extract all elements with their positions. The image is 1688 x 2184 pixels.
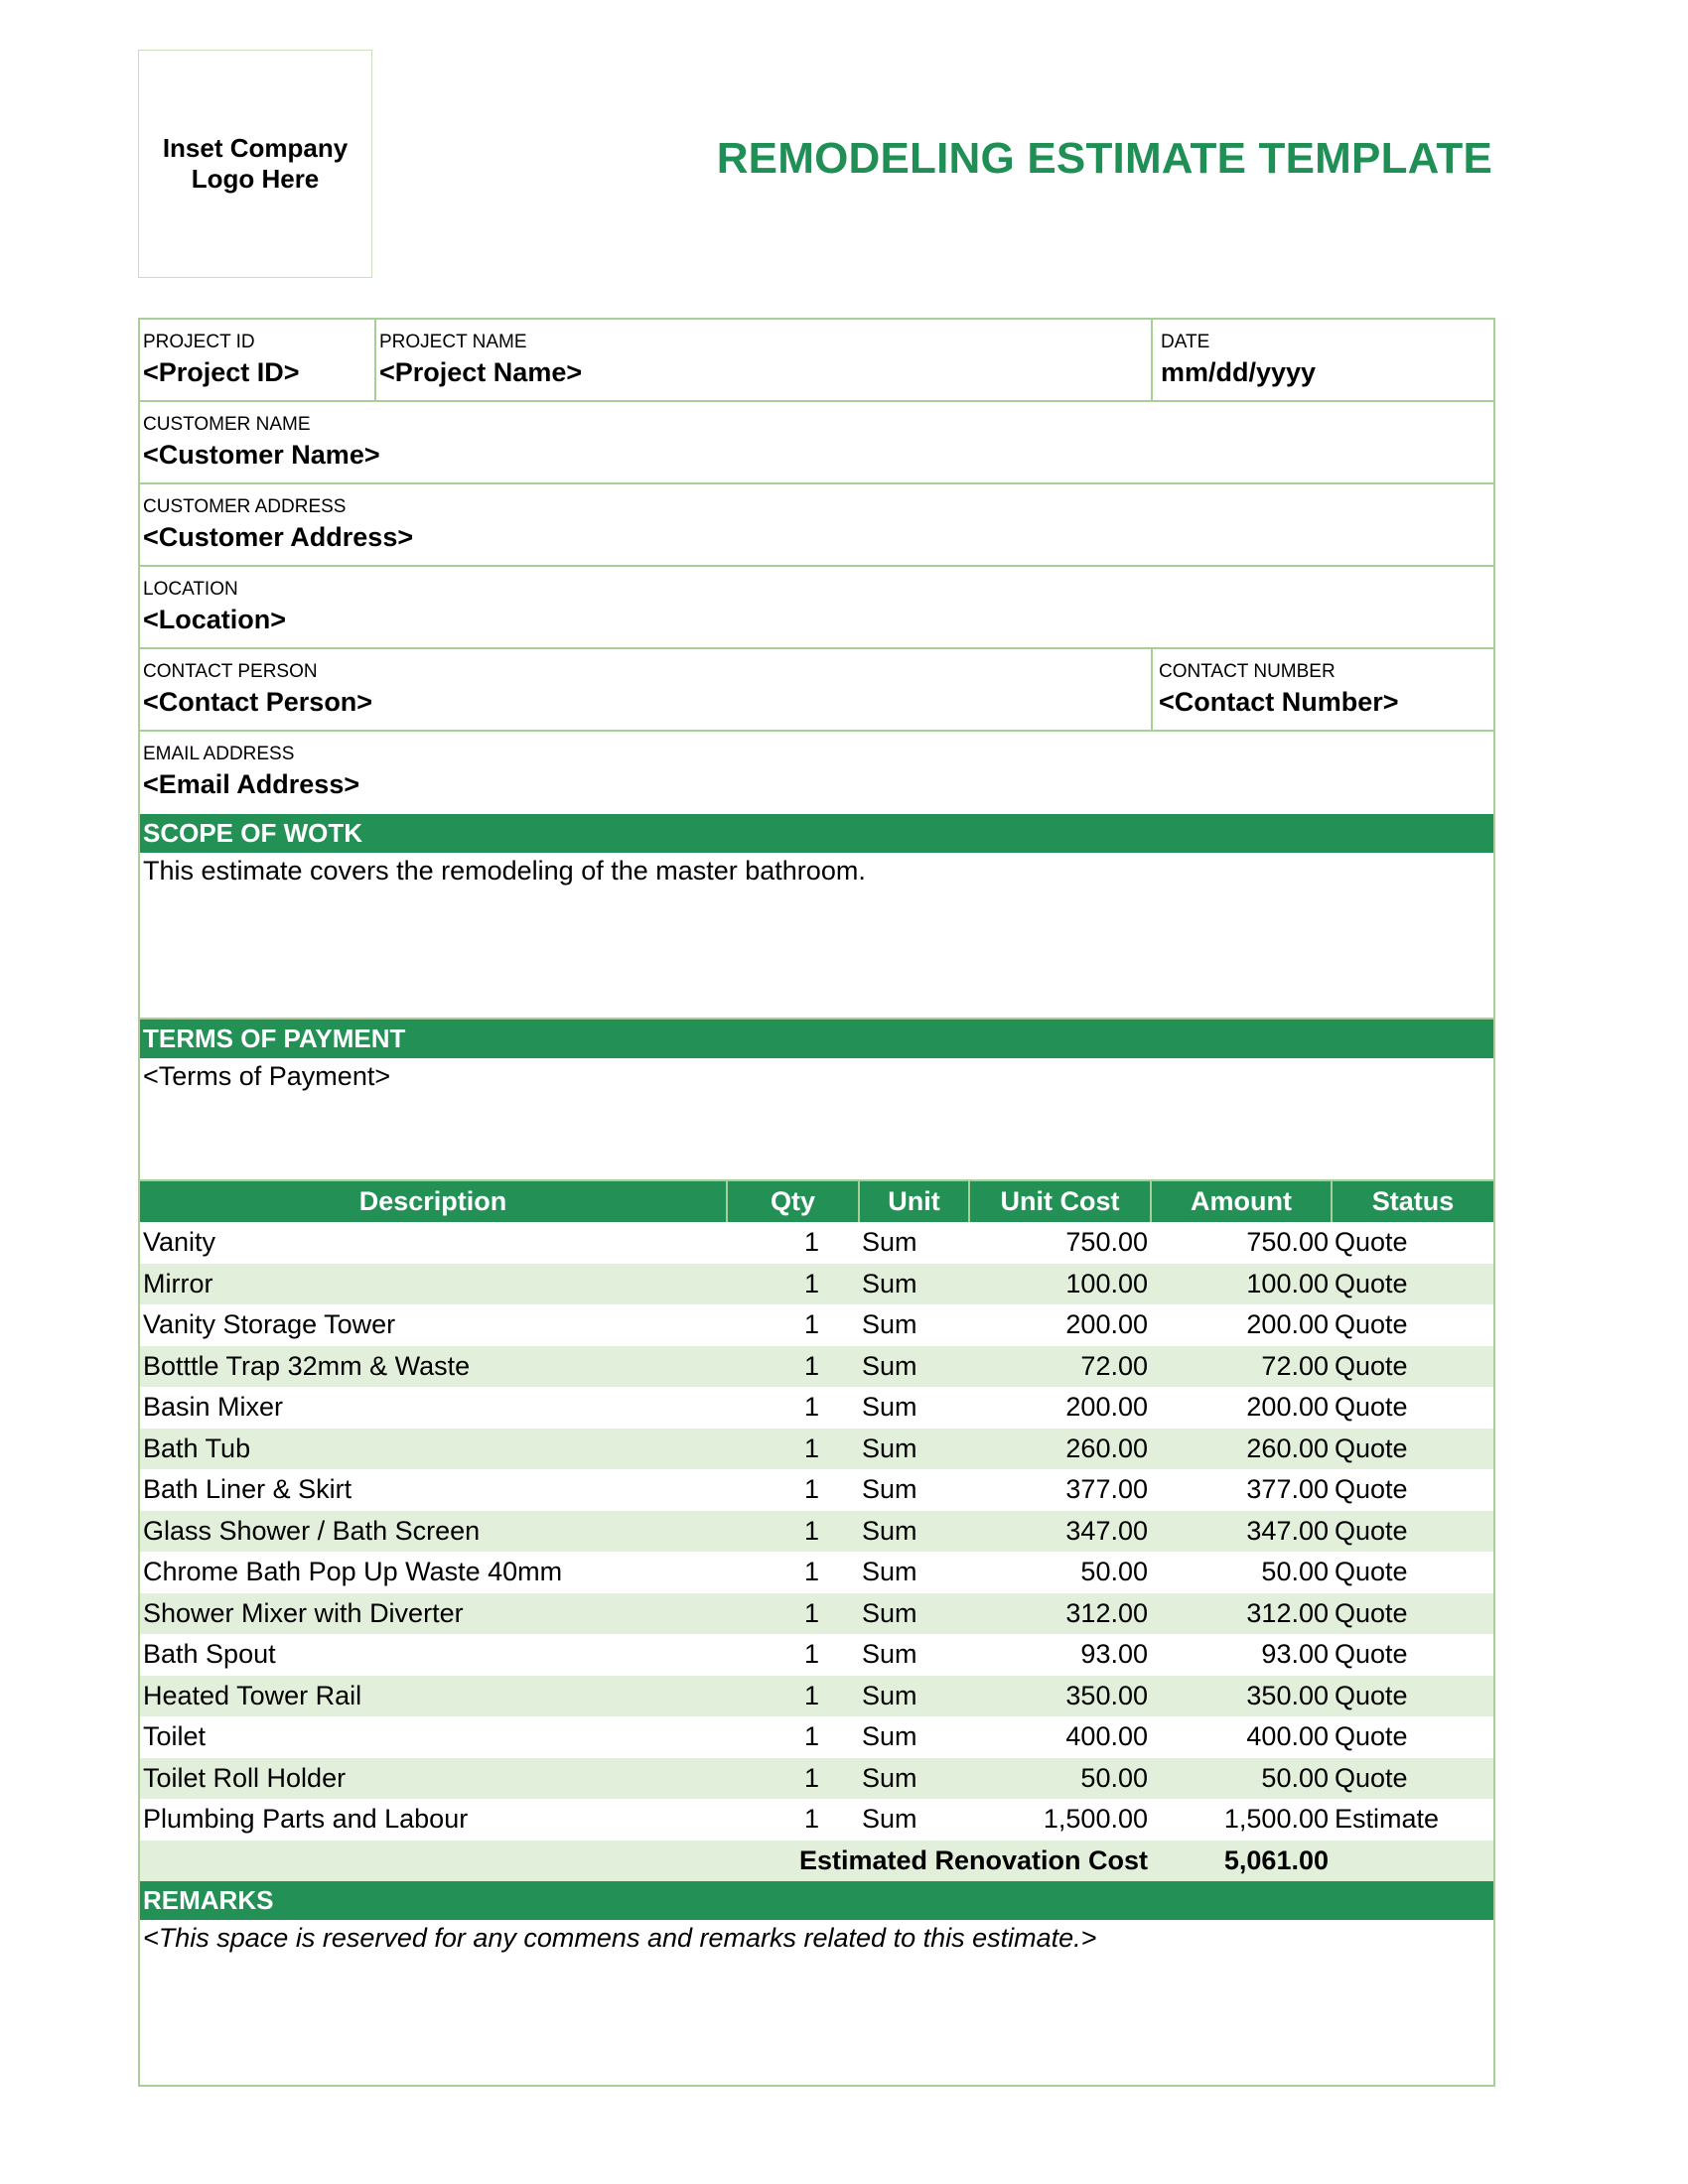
items-header-row — [140, 1181, 1493, 1222]
terms-text[interactable]: <Terms of Payment> — [140, 1058, 1493, 1181]
cell-unit-cost[interactable]: 377.00 — [1065, 1474, 1148, 1505]
email-address-label: EMAIL ADDRESS — [143, 744, 295, 764]
table-row — [140, 1387, 1493, 1429]
logo-line-1: Inset Company — [162, 133, 349, 163]
items-body — [140, 1222, 1493, 1841]
cell-unit[interactable]: Sum — [859, 1346, 969, 1388]
cell-status[interactable]: Quote — [1332, 1758, 1493, 1800]
cell-qty[interactable]: 1 — [727, 1429, 859, 1470]
contact-number-field[interactable] — [1151, 649, 1493, 730]
cell-unit[interactable]: Sum — [862, 1392, 917, 1423]
table-row — [140, 1716, 1493, 1758]
cell-status[interactable]: Quote — [1335, 1557, 1408, 1587]
cell-unit[interactable]: Sum — [859, 1676, 969, 1717]
customer-address-field[interactable] — [140, 484, 1493, 565]
cell-unit[interactable]: Sum — [862, 1309, 917, 1340]
cell-unit-cost[interactable]: 750.00 — [1065, 1227, 1148, 1258]
cell-amount[interactable]: 377.00 — [1246, 1474, 1329, 1505]
cell-status[interactable]: Quote — [1332, 1429, 1493, 1470]
cell-description[interactable]: Basin Mixer — [143, 1392, 284, 1423]
table-row — [140, 1264, 1493, 1305]
total-value: 5,061.00 — [1151, 1841, 1332, 1882]
cell-unit-cost[interactable]: 93.00 — [1080, 1639, 1148, 1670]
cell-unit[interactable]: Sum — [859, 1511, 969, 1553]
cell-qty[interactable]: 1 — [803, 1721, 819, 1752]
items-table — [140, 1181, 1493, 1881]
table-row — [140, 1758, 1493, 1800]
company-logo-placeholder — [138, 50, 372, 278]
cell-status[interactable]: Quote — [1335, 1474, 1408, 1505]
cell-unit[interactable]: Sum — [862, 1721, 917, 1752]
cell-unit-cost[interactable]: 100.00 — [969, 1264, 1151, 1305]
location-value: <Location> — [143, 605, 287, 634]
cell-unit-cost[interactable]: 350.00 — [969, 1676, 1151, 1717]
cell-description[interactable]: Botttle Trap 32mm & Waste — [140, 1346, 727, 1388]
cell-qty[interactable]: 1 — [803, 1639, 819, 1670]
location-label: LOCATION — [143, 579, 238, 600]
cell-amount[interactable]: 50.00 — [1261, 1557, 1329, 1587]
customer-name-value: <Customer Name> — [143, 440, 380, 470]
cell-qty[interactable]: 1 — [803, 1309, 819, 1340]
project-id-field[interactable] — [140, 320, 374, 400]
cell-description[interactable]: Glass Shower / Bath Screen — [140, 1511, 727, 1553]
project-row — [140, 320, 1493, 402]
cell-description[interactable]: Heated Tower Rail — [140, 1676, 727, 1717]
customer-address-value: <Customer Address> — [143, 522, 414, 552]
cell-description[interactable]: Chrome Bath Pop Up Waste 40mm — [143, 1557, 563, 1587]
cell-qty[interactable]: 1 — [727, 1676, 859, 1717]
cell-unit-cost[interactable]: 50.00 — [1080, 1557, 1148, 1587]
project-id-value: <Project ID> — [143, 357, 300, 387]
table-row — [140, 1593, 1493, 1635]
cell-description[interactable]: Bath Tub — [140, 1429, 727, 1470]
date-label: DATE — [1161, 332, 1210, 352]
cell-unit[interactable]: Sum — [862, 1227, 917, 1258]
table-row — [140, 1222, 1493, 1264]
cell-unit-cost[interactable]: 1,500.00 — [1043, 1804, 1148, 1835]
table-row — [140, 1469, 1493, 1511]
column-header-description: Description — [140, 1181, 727, 1222]
contact-number-label: CONTACT NUMBER — [1159, 661, 1336, 682]
table-row — [140, 1552, 1493, 1593]
cell-unit[interactable]: Sum — [859, 1429, 969, 1470]
table-row — [140, 1799, 1493, 1841]
cell-amount[interactable]: 347.00 — [1151, 1511, 1332, 1553]
cell-unit-cost[interactable]: 400.00 — [1065, 1721, 1148, 1752]
cell-unit[interactable]: Sum — [862, 1639, 917, 1670]
location-field[interactable] — [140, 567, 1493, 647]
cell-qty[interactable]: 1 — [727, 1758, 859, 1800]
table-row — [140, 1511, 1493, 1553]
cell-description[interactable]: Plumbing Parts and Labour — [143, 1804, 469, 1835]
cell-amount[interactable]: 50.00 — [1151, 1758, 1332, 1800]
cell-amount[interactable]: 72.00 — [1151, 1346, 1332, 1388]
cell-amount[interactable]: 312.00 — [1151, 1593, 1332, 1635]
cell-qty[interactable]: 1 — [727, 1264, 859, 1305]
contact-person-value: <Contact Person> — [143, 687, 373, 717]
cell-unit[interactable]: Sum — [862, 1804, 917, 1835]
cell-unit-cost[interactable]: 200.00 — [1065, 1392, 1148, 1423]
date-value: mm/dd/yyyy — [1161, 357, 1317, 387]
cell-qty[interactable]: 1 — [803, 1227, 819, 1258]
cell-amount[interactable]: 260.00 — [1151, 1429, 1332, 1470]
cell-unit[interactable]: Sum — [859, 1758, 969, 1800]
logo-line-2: Logo Here — [191, 164, 320, 194]
cell-amount[interactable]: 200.00 — [1246, 1309, 1329, 1340]
cell-status[interactable]: Quote — [1332, 1346, 1493, 1388]
customer-name-row — [140, 402, 1493, 484]
customer-name-field[interactable] — [140, 402, 1493, 482]
column-header-status: Status — [1332, 1181, 1493, 1222]
column-header-amount: Amount — [1151, 1181, 1332, 1222]
total-label: Estimated Renovation Cost — [140, 1841, 1151, 1882]
column-header-qty: Qty — [727, 1181, 859, 1222]
cell-qty[interactable]: 1 — [803, 1474, 819, 1505]
contact-number-value: <Contact Number> — [1159, 687, 1399, 717]
cell-amount[interactable]: 1,500.00 — [1223, 1804, 1329, 1835]
cell-status[interactable]: Quote — [1332, 1593, 1493, 1635]
cell-status[interactable]: Quote — [1335, 1227, 1408, 1258]
customer-address-row — [140, 484, 1493, 567]
project-name-field[interactable] — [374, 320, 1151, 400]
cell-status[interactable]: Quote — [1335, 1639, 1408, 1670]
cell-unit-cost[interactable]: 347.00 — [969, 1511, 1151, 1553]
table-row — [140, 1304, 1493, 1346]
cell-description[interactable]: Bath Liner & Skirt — [143, 1474, 352, 1505]
table-row — [140, 1676, 1493, 1717]
table-row — [140, 1346, 1493, 1388]
customer-name-label: CUSTOMER NAME — [143, 414, 311, 435]
cell-qty[interactable]: 1 — [727, 1511, 859, 1553]
remarks-text[interactable]: <This space is reserved for any commens and remarks related to this estimate.> — [143, 1923, 1097, 1953]
cell-description[interactable]: Shower Mixer with Diverter — [140, 1593, 727, 1635]
cell-description[interactable]: Toilet Roll Holder — [140, 1758, 727, 1800]
document-title: REMODELING ESTIMATE TEMPLATE — [716, 134, 1492, 183]
cell-unit-cost[interactable]: 200.00 — [1065, 1309, 1148, 1340]
total-status-blank — [1332, 1841, 1493, 1882]
cell-unit-cost[interactable]: 72.00 — [969, 1346, 1151, 1388]
cell-status[interactable]: Quote — [1335, 1392, 1408, 1423]
cell-status[interactable]: Quote — [1335, 1721, 1408, 1752]
customer-address-label: CUSTOMER ADDRESS — [143, 496, 347, 517]
cell-status[interactable]: Quote — [1332, 1264, 1493, 1305]
cell-description[interactable]: Vanity — [143, 1227, 216, 1258]
location-row — [140, 567, 1493, 649]
cell-amount[interactable]: 350.00 — [1151, 1676, 1332, 1717]
contact-person-label: CONTACT PERSON — [143, 661, 318, 682]
cell-unit[interactable]: Sum — [862, 1557, 917, 1587]
cell-amount[interactable]: 400.00 — [1246, 1721, 1329, 1752]
cell-description[interactable]: Toilet — [143, 1721, 207, 1752]
cell-unit[interactable]: Sum — [862, 1474, 917, 1505]
cell-unit[interactable]: Sum — [859, 1593, 969, 1635]
contact-row — [140, 649, 1493, 732]
email-row — [140, 732, 1493, 814]
table-row — [140, 1634, 1493, 1676]
cell-status[interactable]: Quote — [1332, 1511, 1493, 1553]
table-row — [140, 1429, 1493, 1470]
cell-amount[interactable]: 750.00 — [1246, 1227, 1329, 1258]
cell-description[interactable]: Vanity Storage Tower — [143, 1309, 396, 1340]
estimate-form — [138, 318, 1495, 2087]
cell-unit[interactable]: Sum — [859, 1264, 969, 1305]
project-id-label: PROJECT ID — [143, 332, 255, 352]
cell-amount[interactable]: 100.00 — [1151, 1264, 1332, 1305]
contact-person-field[interactable] — [140, 649, 1151, 730]
project-name-value: <Project Name> — [379, 357, 583, 387]
email-address-value: <Email Address> — [143, 769, 360, 799]
project-name-label: PROJECT NAME — [379, 332, 527, 352]
cell-qty[interactable]: 1 — [803, 1392, 819, 1423]
scope-heading: SCOPE OF WOTK — [140, 814, 1493, 853]
cell-amount[interactable]: 93.00 — [1261, 1639, 1329, 1670]
cell-amount[interactable]: 200.00 — [1246, 1392, 1329, 1423]
scope-text[interactable]: This estimate covers the remodeling of the master bathroom. — [140, 853, 1493, 1020]
cell-unit-cost[interactable]: 260.00 — [969, 1429, 1151, 1470]
cell-unit-cost[interactable]: 50.00 — [969, 1758, 1151, 1800]
cell-status[interactable]: Estimate — [1335, 1804, 1440, 1835]
cell-qty[interactable]: 1 — [727, 1593, 859, 1635]
cell-qty[interactable]: 1 — [803, 1804, 819, 1835]
cell-qty[interactable]: 1 — [727, 1346, 859, 1388]
column-header-unit: Unit — [859, 1181, 969, 1222]
column-header-unit-cost: Unit Cost — [969, 1181, 1151, 1222]
remarks-heading: REMARKS — [140, 1881, 1493, 1920]
email-address-field[interactable] — [140, 732, 1493, 814]
terms-heading: TERMS OF PAYMENT — [140, 1020, 1493, 1058]
total-row — [140, 1841, 1493, 1882]
cell-unit-cost[interactable]: 312.00 — [969, 1593, 1151, 1635]
cell-status[interactable]: Quote — [1335, 1309, 1408, 1340]
date-field[interactable] — [1151, 320, 1493, 400]
cell-description[interactable]: Mirror — [140, 1264, 727, 1305]
cell-status[interactable]: Quote — [1332, 1676, 1493, 1717]
cell-description[interactable]: Bath Spout — [143, 1639, 276, 1670]
cell-qty[interactable]: 1 — [803, 1557, 819, 1587]
